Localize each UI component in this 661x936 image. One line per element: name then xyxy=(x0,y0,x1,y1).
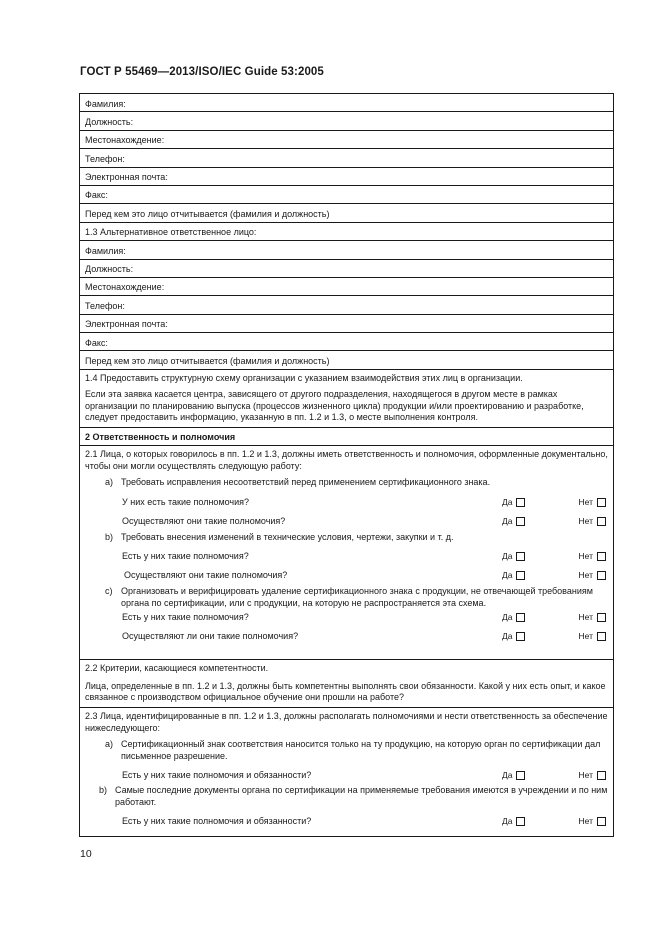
item-2-3-a xyxy=(85,734,608,762)
item-2-3-a-text: Сертификационный знак соответствия наносится только на ту продукцию, на которую орган по сертификации дал письменное разрешение. xyxy=(121,739,601,761)
yes-checkbox[interactable] xyxy=(516,552,525,561)
alt-field-position: Должность: xyxy=(80,260,613,278)
item-2-1-b-label: b) xyxy=(105,531,114,542)
question-row xyxy=(85,562,608,581)
section-2-2-text: Лица, определенные в пп. 1.2 и 1.3, должны быть компетентны выполнять свои обязанности. Какой у них есть опыт, и какое связанное с производством официальное обучение они прошли на работе? xyxy=(85,680,606,703)
answer-yes-label: Да xyxy=(502,816,513,827)
no-checkbox[interactable] xyxy=(597,552,606,561)
answer-no xyxy=(579,816,606,827)
question-row xyxy=(85,508,608,527)
question-text: Есть у них такие полномочия? xyxy=(122,551,249,562)
section-2-title: 2 Ответственность и полномочия xyxy=(80,428,613,446)
answer-yes xyxy=(502,612,525,623)
field-location: Местонахождение: xyxy=(80,131,613,149)
answer-yes xyxy=(502,570,525,581)
section-2-2-title: 2.2 Критерии, касающиеся компетентности. xyxy=(85,663,269,674)
yes-checkbox[interactable] xyxy=(516,817,525,826)
item-2-3-b-text: Самые последние документы органа по сертификации на применяемые требования имеются в учреждении и по ним работают. xyxy=(115,785,608,807)
field-phone: Телефон: xyxy=(80,149,613,167)
alt-field-fax: Факс: xyxy=(80,333,613,351)
application-form-table xyxy=(79,93,614,837)
no-checkbox[interactable] xyxy=(597,771,606,780)
question-row xyxy=(85,489,608,508)
field-position: Должность: xyxy=(80,112,613,130)
section-1-4 xyxy=(80,370,613,428)
answer-no xyxy=(579,570,606,581)
answer-group xyxy=(502,551,608,562)
item-2-1-c xyxy=(85,581,608,609)
answer-yes-label: Да xyxy=(502,612,513,623)
answer-yes-label: Да xyxy=(502,515,513,526)
yes-checkbox[interactable] xyxy=(516,571,525,580)
no-checkbox[interactable] xyxy=(597,613,606,622)
section-1-4-line1: 1.4 Предоставить структурную схему организации с указанием взаимодействия этих лиц в организации. xyxy=(85,372,523,383)
alt-field-location: Местонахождение: xyxy=(80,278,613,296)
question-text: Осуществляют ли они такие полномочия? xyxy=(122,631,299,642)
yes-checkbox[interactable] xyxy=(516,517,525,526)
item-2-3-b-label: b) xyxy=(99,785,108,796)
question-text: Осуществляют они такие полномочия? xyxy=(122,515,286,526)
question-row xyxy=(85,609,608,623)
section-2-1 xyxy=(80,446,613,660)
item-2-1-c-label: с) xyxy=(105,586,113,597)
answer-no xyxy=(579,612,606,623)
alt-field-reports-to: Перед кем это лицо отчитывается (фамилия и должность) xyxy=(80,351,613,369)
yes-checkbox[interactable] xyxy=(516,613,525,622)
answer-yes-label: Да xyxy=(502,631,513,642)
yes-checkbox[interactable] xyxy=(516,771,525,780)
no-checkbox[interactable] xyxy=(597,498,606,507)
alt-field-email: Электронная почта: xyxy=(80,315,613,333)
question-text: Осуществляют они такие полномочия? xyxy=(124,570,288,581)
question-text: Есть у них такие полномочия? xyxy=(122,612,249,623)
section-1-4-line2: Если эта заявка касается центра, зависящего от другого подразделения, находящегося в другом месте в рамках организации по планированию выпуска (процессов жизненного цикла) продукции и/или проектированию и разработке, следует предоставить информацию, указанную в пп. 1.2 и 1.3, о месте выполнения контроля. xyxy=(85,389,584,423)
answer-group xyxy=(502,497,608,508)
page-number: 10 xyxy=(80,848,92,860)
no-checkbox[interactable] xyxy=(597,817,606,826)
question-text: Есть у них такие полномочия и обязанности? xyxy=(122,770,312,781)
answer-no xyxy=(579,770,606,781)
field-reports-to: Перед кем это лицо отчитывается (фамилия и должность) xyxy=(80,204,613,222)
answer-yes-label: Да xyxy=(502,770,513,781)
alt-field-phone: Телефон: xyxy=(80,296,613,314)
item-2-3-a-label: а) xyxy=(105,739,114,750)
answer-yes xyxy=(502,770,525,781)
answer-group xyxy=(502,612,608,623)
answer-yes-label: Да xyxy=(502,496,513,507)
field-fax: Факс: xyxy=(80,186,613,204)
answer-yes xyxy=(502,551,525,562)
answer-group xyxy=(502,631,608,642)
item-2-3-b xyxy=(85,781,608,808)
section-1-3-title: 1.3 Альтернативное ответственное лицо: xyxy=(80,223,613,241)
no-checkbox[interactable] xyxy=(597,571,606,580)
answer-no-label: Нет xyxy=(578,770,593,781)
answer-yes xyxy=(502,816,525,827)
no-checkbox[interactable] xyxy=(597,632,606,641)
no-checkbox[interactable] xyxy=(597,517,606,526)
answer-no xyxy=(579,516,606,527)
yes-checkbox[interactable] xyxy=(516,632,525,641)
answer-yes-label: Да xyxy=(502,570,513,581)
answer-no xyxy=(579,497,606,508)
section-2-2 xyxy=(80,660,613,708)
answer-no xyxy=(579,551,606,562)
question-row xyxy=(85,762,608,781)
answer-group xyxy=(502,570,608,581)
item-2-1-c-text: Организовать и верифицировать удаление сертификационного знака с продукции, не отвечающей требованиям органа по сертификации, или с продукции, на которую не распространяется эта схема. xyxy=(121,586,593,608)
answer-no-label: Нет xyxy=(578,496,593,507)
answer-no-label: Нет xyxy=(578,515,593,526)
item-2-1-b xyxy=(85,527,608,544)
section-2-3 xyxy=(80,708,613,836)
answer-no-label: Нет xyxy=(578,551,593,562)
answer-no-label: Нет xyxy=(578,816,593,827)
field-email: Электронная почта: xyxy=(80,168,613,186)
section-2-3-intro: 2.3 Лица, идентифицированные в пп. 1.2 и 1.3, должны располагать полномочиями и нести ответственность за обеспечение нижеследующего: xyxy=(85,711,608,733)
question-row xyxy=(85,808,608,827)
answer-no-label: Нет xyxy=(578,631,593,642)
question-text: У них есть такие полномочия? xyxy=(122,496,250,507)
alt-field-surname: Фамилия: xyxy=(80,241,613,259)
answer-group xyxy=(502,816,608,827)
question-row xyxy=(85,543,608,562)
answer-no xyxy=(579,631,606,642)
answer-yes xyxy=(502,516,525,527)
field-surname: Фамилия: xyxy=(80,94,613,112)
answer-yes-label: Да xyxy=(502,551,513,562)
question-text: Есть у них такие полномочия и обязанности? xyxy=(122,816,312,827)
item-2-1-a xyxy=(85,472,608,489)
answer-group xyxy=(502,770,608,781)
yes-checkbox[interactable] xyxy=(516,498,525,507)
question-row xyxy=(85,623,608,642)
answer-no-label: Нет xyxy=(578,570,593,581)
item-2-1-a-label: а) xyxy=(105,477,114,488)
item-2-1-b-text: Требовать внесения изменений в технические условия, чертежи, закупки и т. д. xyxy=(121,531,454,542)
section-2-1-intro: 2.1 Лица, о которых говорилось в пп. 1.2 и 1.3, должны иметь ответственность и полномочия, оформленные документально, чтобы они могли осуществлять следующую работу: xyxy=(85,449,608,471)
answer-group xyxy=(502,516,608,527)
answer-yes xyxy=(502,631,525,642)
item-2-1-a-text: Требовать исправления несоответствий перед применением сертификационного знака. xyxy=(121,477,491,488)
answer-yes xyxy=(502,497,525,508)
answer-no-label: Нет xyxy=(578,612,593,623)
page-header: ГОСТ Р 55469—2013/ISO/IEC Guide 53:2005 xyxy=(80,66,324,78)
